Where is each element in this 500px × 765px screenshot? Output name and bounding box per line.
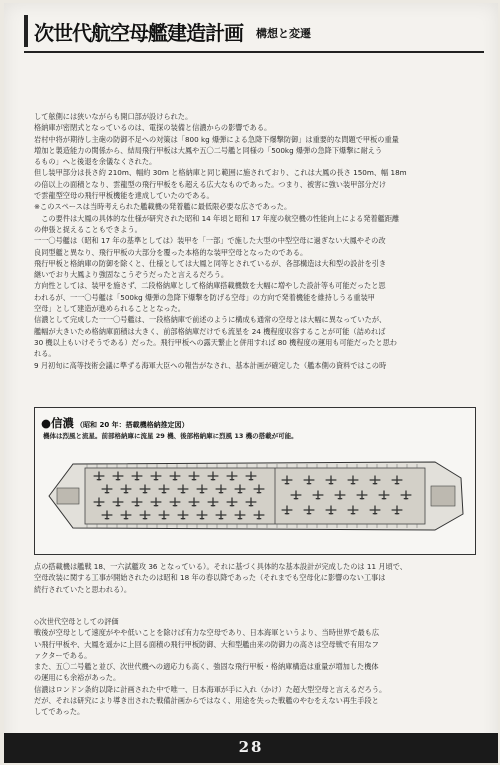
stern-structure xyxy=(431,486,455,506)
text-line: また、五〇二号艦と並び、次世代機への適応力も高く、強固な飛行甲板・格納庫構造は重量が増加した機体 xyxy=(34,662,379,672)
body-text-middle xyxy=(34,561,474,595)
figure-meta: （昭和 20 年：搭載機格納推定図） xyxy=(76,421,189,429)
text-line: 続行されていたと思われる）。 xyxy=(34,584,132,594)
text-line: 信濃として完成した一一〇号艦は、一段格納庫で前述のように構成も通常の空母とは大幅に異なっていたが、 xyxy=(34,315,387,325)
text-line: れる。 xyxy=(34,349,56,359)
text-line: で雲龍型空母の飛行甲板機能を達成していたのである。 xyxy=(34,191,214,201)
text-line: 一一〇号艦は（昭和 17 年の基準としては）装甲を「一部」で施した大型の中型空母に過ぎない大鳳やその改 xyxy=(34,236,386,246)
text-line: 9 月初旬に高等技術会議に準ずる海軍大臣への報告がなされ、基本計画が確定した（艦本側の資料ではこの時 xyxy=(34,360,387,370)
page xyxy=(4,3,498,763)
body-text-bottom xyxy=(34,616,474,718)
text-line: 但し装甲部分は長さ約 210m、幅約 30m と格納庫と同じ範囲に施されており、これは大鳳の長さ 150m、幅 18m xyxy=(34,168,407,178)
figure-name: ●信濃 xyxy=(41,416,75,430)
page-subtitle: 構想と変遷 xyxy=(256,27,311,40)
text-line: 継いでおり大鳳より強固なこうぞうだったと言えるだろう。 xyxy=(34,270,229,280)
text-line: してであった。 xyxy=(34,707,85,717)
text-line: るもの」へと後退を余儀なくされた。 xyxy=(34,157,157,167)
text-line: 空母」として建造が進められることとなった。 xyxy=(34,304,185,314)
carrier-deck-figure xyxy=(34,407,476,555)
figure-caption: 機体は烈風と流星。前部格納庫に流星 29 機、後部格納庫に烈風 13 機の搭載が可能。 xyxy=(43,432,298,440)
text-line: ※このスペースは当時考えられた艦載機の発着艦に最低限必要な広さであった。 xyxy=(34,202,292,212)
text-line: の運用にも余裕があった。 xyxy=(34,673,121,683)
text-line: 戦後が空母として速度がやや低いことを除けば有力な空母であり、日本海軍というより、当時世界で最も広 xyxy=(34,628,380,638)
text-line: ァクターである。 xyxy=(34,650,92,660)
page-footer xyxy=(4,733,498,763)
text-line: 信濃はロンドン条約以降に計画された中で唯一、日本海軍が手に入れ（かけ）た超大型空母と言えるだろう。 xyxy=(34,684,387,694)
text-line: して舷側には狭いながらも開口部が設けられた。 xyxy=(34,112,193,121)
text-line: の伸張と捉えることもできよう。 xyxy=(34,224,142,234)
text-line: 格納庫が密閉式となっているのは、電探の装備と信濃からの影響である。 xyxy=(34,123,272,133)
text-line: 30 機以上もいけそうである）だった。飛行甲板への露天繋止と併用すれば 80 機程度の運用も可能だったと思わ xyxy=(34,337,397,347)
text-line: の倍以上の面積となり、雲龍型の飛行甲板をも超える広大なものであった。つまり、被害に強い装甲部分だけ xyxy=(34,179,387,189)
hangar-plan-drawing xyxy=(43,444,467,548)
text-line: 増加と製造能力の関係から、結局飛行甲板は大鳳や五〇二号艦と同様の「500kg 爆弾の急降下爆撃に耐えう xyxy=(34,145,383,155)
page-header xyxy=(24,11,484,53)
text-line: 方向性としては、装甲を施さず、二段格納庫として格納庫搭載機数を大幅に増やした設計等も可能だったと思 xyxy=(34,281,386,291)
text-line: 点の搭載機は艦戦 18、一六試艦攻 36 となっている）。それに基づく具体的な基本設計が完成したのは 11 月頃で、 xyxy=(34,562,407,571)
section-heading: ◇次世代空母としての評価 xyxy=(34,617,119,626)
page-title: 次世代航空母艦建造計画 xyxy=(34,21,243,45)
figure-title xyxy=(41,412,189,431)
text-line: この要件は大鳳の具体的な仕様が研究された昭和 14 年頃と昭和 17 年度の航空機の性能向上による発着艦距離 xyxy=(34,213,400,223)
text-line: 空母改装に関する工事が開始されたのは昭和 18 年の春以降であった（それまでも空母化に影響のない工事は xyxy=(34,573,386,583)
text-line: 飛行甲板と格納庫の防御を除くと、仕様としては大鳳と同等とされているが、各部構造は大和型の設計を引き xyxy=(34,258,387,268)
bow-structure xyxy=(57,488,79,504)
header-bar xyxy=(24,15,28,47)
body-text-top xyxy=(34,111,474,371)
page-number: 28 xyxy=(238,738,264,756)
text-line: い飛行甲板や、大鳳を遥かに上回る面積の飛行甲板防御、大和型艦由来の防御力の高さは空母戦で有用なフ xyxy=(34,639,379,649)
text-line: だが、それは研究により導き出された戦備計画からではなく、用途を失った戦艦のやむをえない再生手段と xyxy=(34,696,379,706)
text-line: 良同型艦と異なり、飛行甲板の大部分を覆った本格的な装甲空母となったのである。 xyxy=(34,247,308,257)
text-line: 岩村中将が期待し主砲の防御不足への対策は「800 kg 爆弾による急降下爆撃防御」は重要的な問題で甲板の重量 xyxy=(34,134,399,144)
text-line: われるが、一一〇号艦は「500kg 爆弾の急降下爆撃を防げる空母」の方向で発着機能を維持しうる重装甲 xyxy=(34,292,375,302)
text-line: 艦幅が大きいため格納庫面積は大きく、前部格納庫だけでも流星を 24 機程度収容することが可能（詰めれば xyxy=(34,326,386,336)
